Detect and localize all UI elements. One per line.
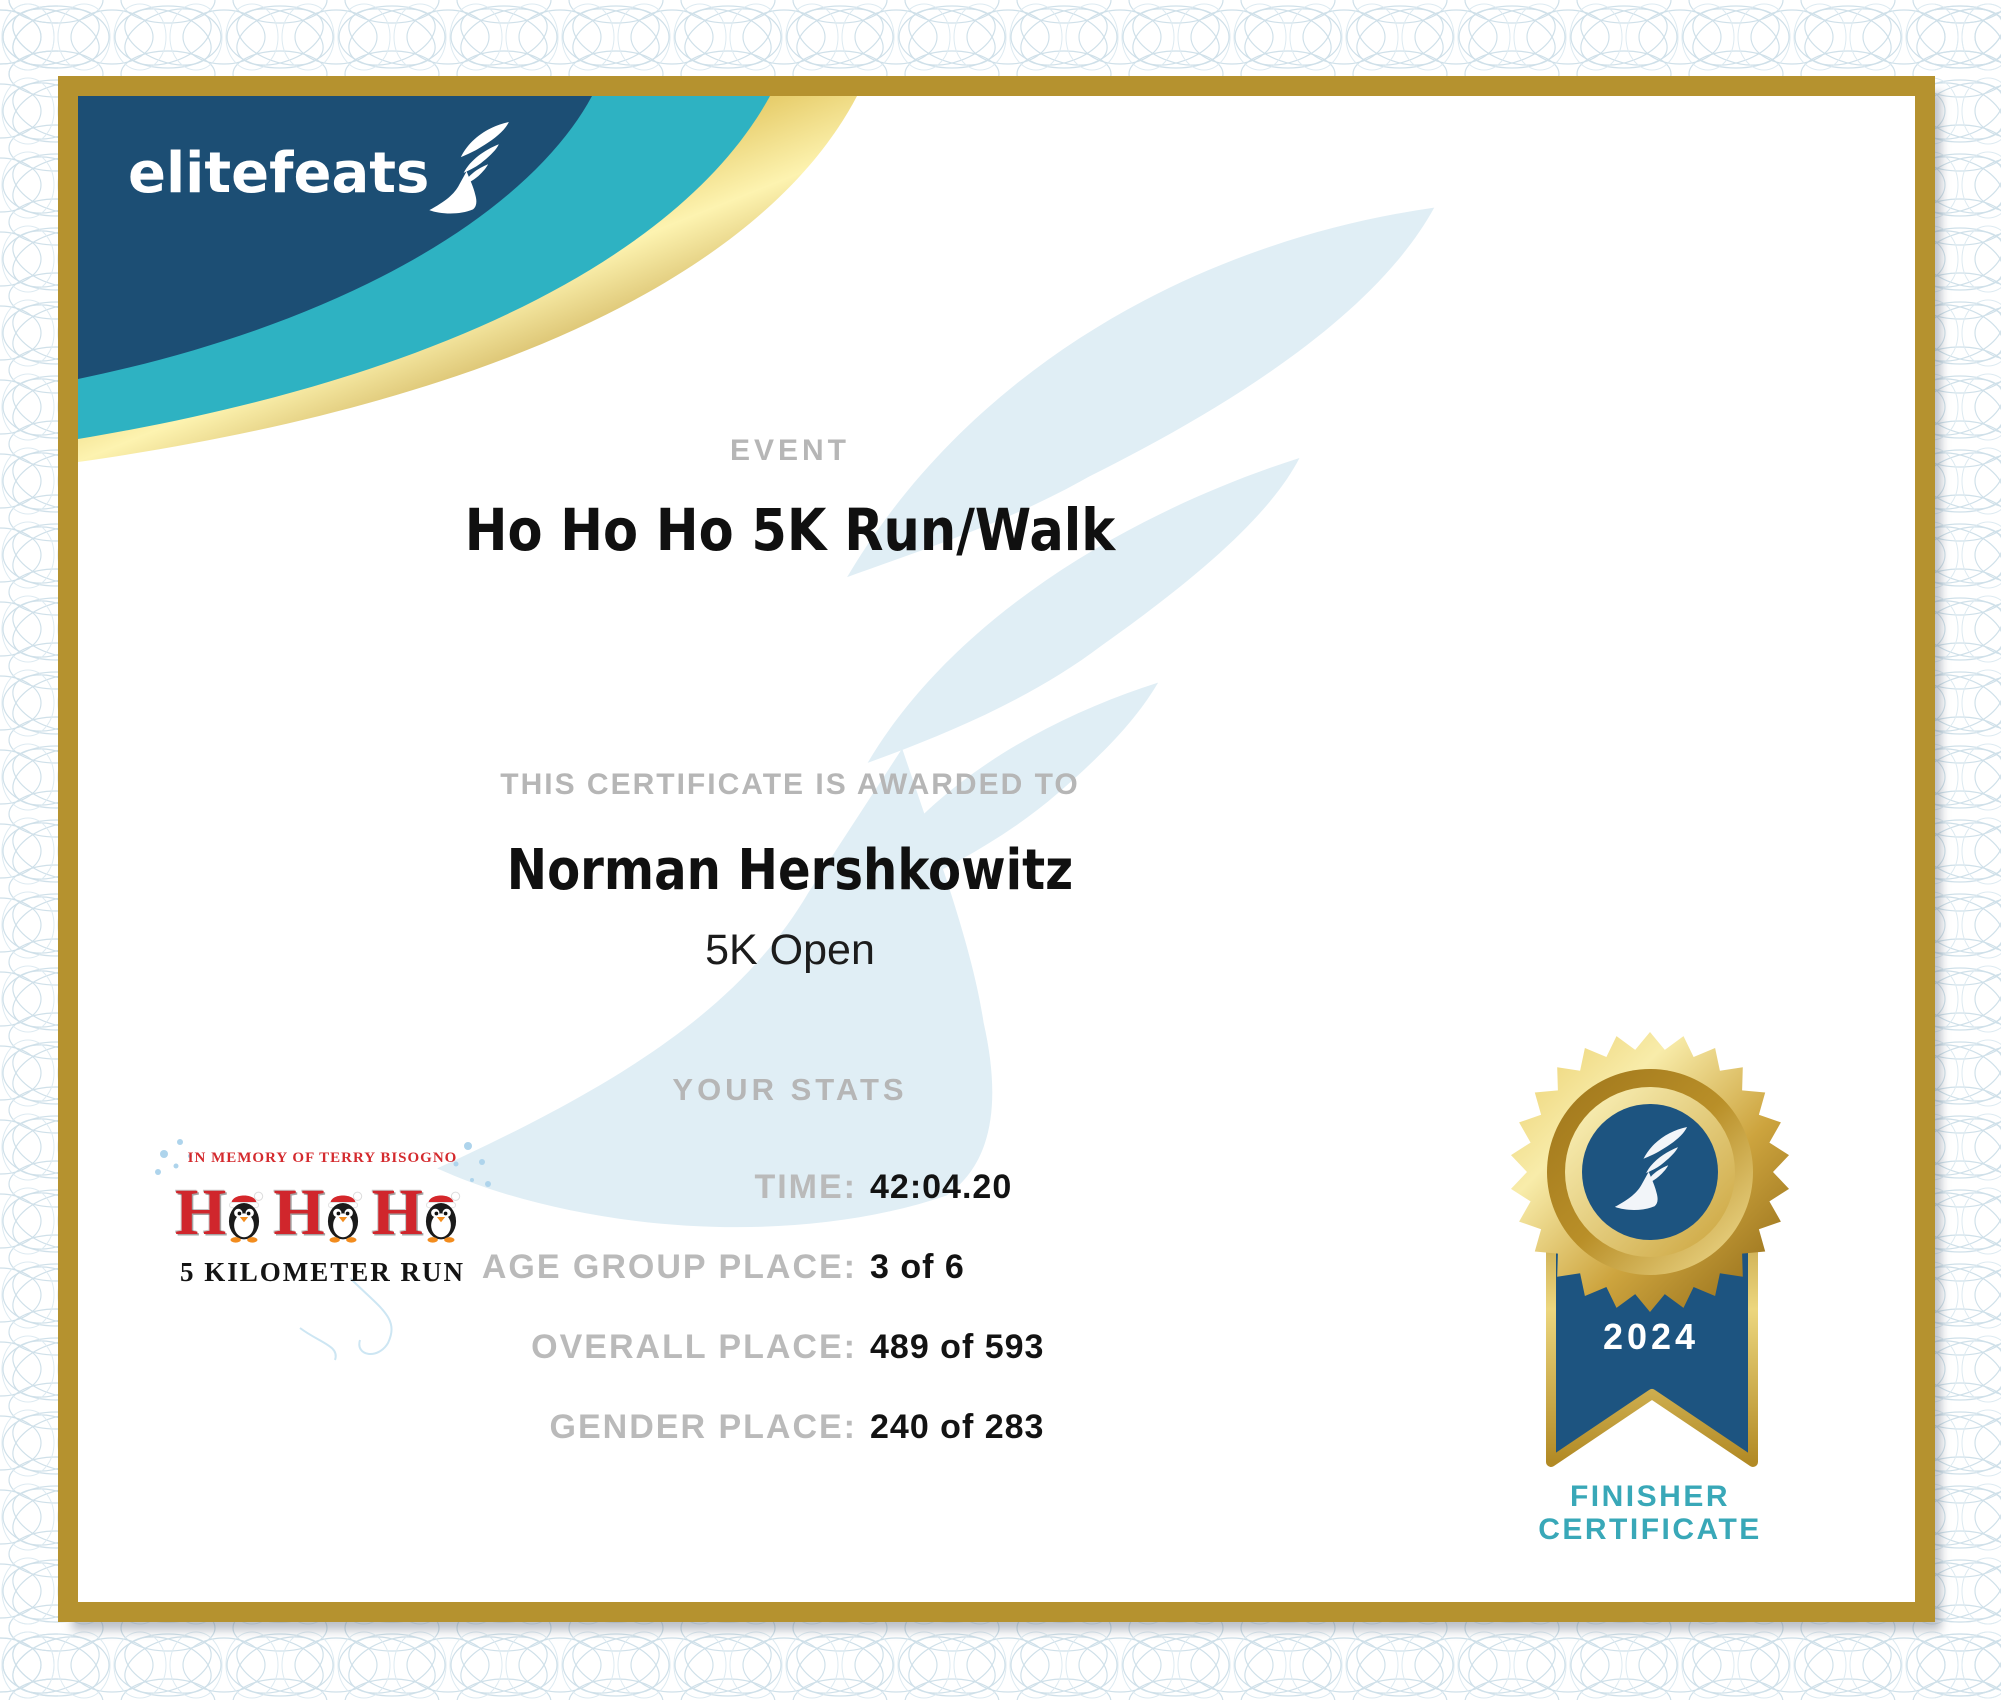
memorial-text: IN MEMORY OF TERRY BISOGNO xyxy=(187,1150,458,1166)
stat-row-gender-place xyxy=(297,1408,1057,1447)
race-logo xyxy=(150,1150,495,1288)
ho-letter-h: H xyxy=(273,1176,325,1249)
medal-rosette xyxy=(1500,1022,1800,1322)
stat-value: 42:04.20 xyxy=(870,1168,1013,1206)
finisher-line2: CERTIFICATE xyxy=(1538,1513,1762,1546)
ho-letter-h: H xyxy=(174,1176,227,1249)
stat-label: OVERALL PLACE: xyxy=(531,1328,857,1366)
elitefeats-logo xyxy=(128,118,511,222)
ho-letter-h: H xyxy=(371,1176,424,1249)
race-subtitle: 5 KILOMETER RUN xyxy=(179,1257,466,1287)
recipient-name: Norman Hershkowitz xyxy=(506,838,1074,903)
your-stats-label: YOUR STATS xyxy=(672,1072,908,1107)
penguin-icon xyxy=(221,1189,267,1243)
finisher-caption xyxy=(1460,1480,1840,1546)
penguin-icon xyxy=(418,1189,464,1243)
stat-label: GENDER PLACE: xyxy=(549,1408,857,1446)
event-label: EVENT xyxy=(729,434,851,467)
stat-label: AGE GROUP PLACE: xyxy=(481,1248,857,1286)
medal-year: 2024 xyxy=(1602,1316,1700,1357)
stat-value: 240 of 283 xyxy=(870,1408,1045,1446)
elitefeats-wordmark: elitefeats xyxy=(128,141,430,206)
elitefeats-winged-foot-icon xyxy=(425,118,511,222)
stat-value: 489 of 593 xyxy=(870,1328,1045,1366)
event-name: Ho Ho Ho 5K Run/Walk xyxy=(464,496,1116,564)
awarded-to-label: THIS CERTIFICATE IS AWARDED TO xyxy=(500,768,1080,801)
finisher-line1: FINISHER xyxy=(1569,1480,1730,1513)
division-name: 5K Open xyxy=(705,926,875,974)
stat-value: 3 of 6 xyxy=(870,1248,965,1286)
penguin-icon xyxy=(320,1189,366,1243)
ho-ho-ho-art xyxy=(150,1171,495,1255)
stat-label: TIME: xyxy=(754,1168,857,1206)
